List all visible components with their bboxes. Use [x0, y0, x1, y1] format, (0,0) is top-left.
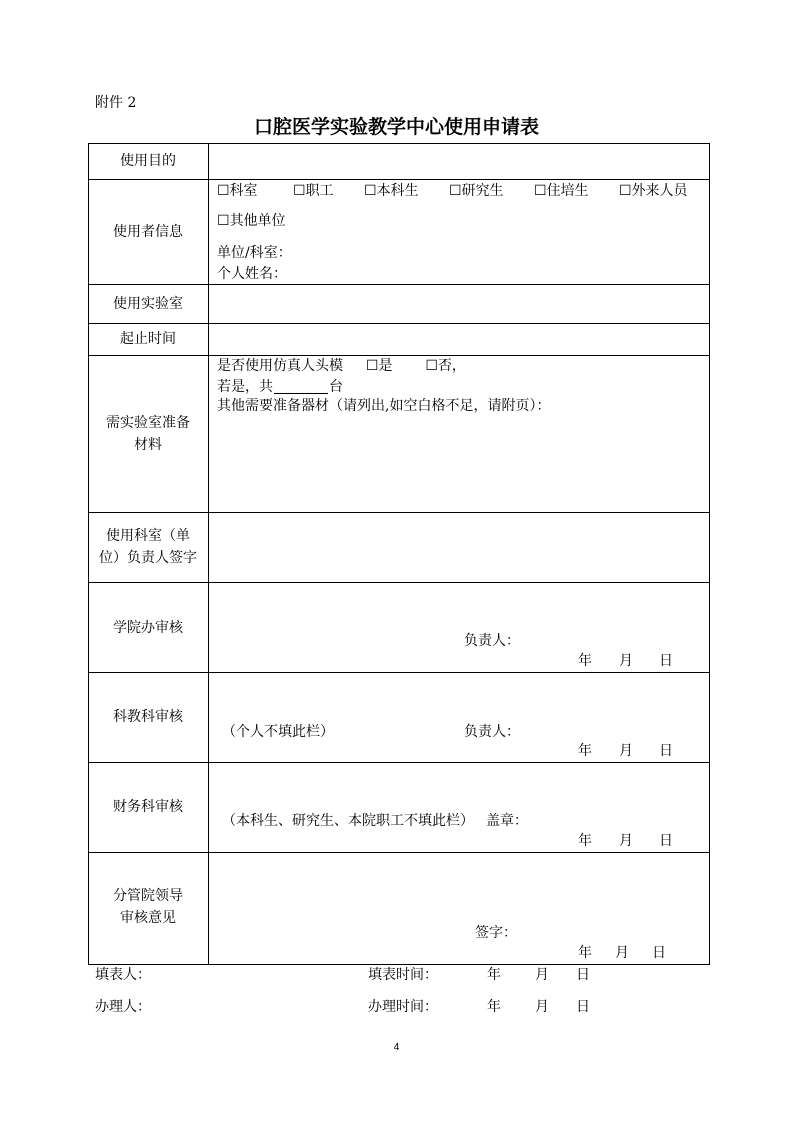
- time-field[interactable]: [209, 324, 708, 354]
- seal-label: 盖章：: [486, 813, 528, 829]
- purpose-field[interactable]: [209, 144, 708, 178]
- education-date: 年 月 日: [578, 743, 673, 759]
- handle-time-label: 办理时间：: [368, 999, 438, 1015]
- option-other-unit[interactable]: ☐其他单位: [217, 213, 286, 229]
- name-label: 个人姓名：: [217, 266, 287, 282]
- option-resident[interactable]: ☐住培生: [534, 183, 589, 199]
- education-responsible-label: 负责人：: [464, 724, 520, 740]
- college-responsible-label: 负责人：: [464, 633, 520, 649]
- fill-date: 年 月 日: [487, 967, 590, 983]
- option-staff[interactable]: ☐职工: [293, 183, 334, 199]
- education-note: （个人不填此栏）: [222, 724, 334, 740]
- time-label: 起止时间: [120, 331, 176, 347]
- finance-date: 年 月 日: [578, 833, 673, 849]
- lab-field[interactable]: [209, 285, 708, 322]
- leader-review-label: 分管院领导 审核意见: [113, 888, 183, 926]
- filler-label: 填表人：: [95, 967, 151, 983]
- handle-date: 年 月 日: [487, 999, 590, 1015]
- lab-label: 使用实验室: [113, 296, 183, 312]
- college-date: 年 月 日: [578, 653, 673, 669]
- purpose-label: 使用目的: [120, 153, 176, 169]
- dept-sign-field[interactable]: [209, 513, 708, 581]
- checkbox-icon[interactable]: ☐: [365, 358, 379, 374]
- checkbox-icon[interactable]: ☐: [217, 213, 230, 229]
- row-border: [88, 852, 710, 853]
- attachment-label: 附件 2: [95, 95, 137, 111]
- option-graduate[interactable]: ☐研究生: [449, 183, 504, 199]
- checkbox-icon[interactable]: ☐: [449, 183, 462, 199]
- form-title: 口腔医学实验教学中心使用申请表: [253, 116, 539, 138]
- application-form-table: [88, 143, 710, 965]
- row-border: [88, 964, 710, 965]
- finance-note: （本科生、研究生、本院职工不填此栏） 盖章：: [222, 813, 528, 829]
- row-border: [88, 672, 710, 673]
- materials-label: 需实验室准备 材料: [106, 415, 190, 453]
- page-number: 4: [393, 1042, 400, 1053]
- checkbox-icon[interactable]: ☐: [534, 183, 547, 199]
- checkbox-icon[interactable]: ☐: [425, 358, 438, 374]
- handler-label: 办理人：: [95, 999, 151, 1015]
- unit-label: 单位/科室：: [217, 245, 292, 261]
- head-model-count: 若是，共 台: [217, 379, 343, 395]
- dept-sign-label: 使用科室（单 位）负责人签字: [99, 528, 197, 566]
- checkbox-yes[interactable]: ☐是: [365, 358, 393, 374]
- college-review-label: 学院办审核: [113, 620, 183, 636]
- option-undergraduate[interactable]: ☐本科生: [364, 183, 419, 199]
- row-border: [88, 582, 710, 583]
- option-dept[interactable]: ☐科室: [217, 183, 258, 199]
- checkbox-icon[interactable]: ☐: [619, 183, 632, 199]
- count-blank[interactable]: [274, 379, 328, 394]
- checkbox-no[interactable]: ☐否，: [425, 358, 466, 374]
- user-info-label: 使用者信息: [113, 224, 183, 240]
- fill-time-label: 填表时间：: [368, 967, 438, 983]
- leader-signature-label: 签字：: [475, 925, 517, 941]
- checkbox-icon[interactable]: ☐: [364, 183, 377, 199]
- checkbox-icon[interactable]: ☐: [293, 183, 306, 199]
- row-border: [88, 762, 710, 763]
- leader-date: 年 月 日: [578, 945, 666, 961]
- finance-review-label: 财务科审核: [113, 799, 183, 815]
- checkbox-icon[interactable]: ☐: [217, 183, 230, 199]
- row-border: [88, 355, 710, 356]
- education-review-label: 科教科审核: [113, 709, 183, 725]
- column-border: [709, 143, 710, 965]
- other-equipment-text: 其他需要准备器材（请列出,如空白格不足，请附页）：: [217, 398, 551, 414]
- head-model-question: 是否使用仿真人头模 ☐是 ☐否，: [217, 358, 466, 374]
- option-external[interactable]: ☐外来人员: [619, 183, 688, 199]
- row-border: [88, 179, 710, 180]
